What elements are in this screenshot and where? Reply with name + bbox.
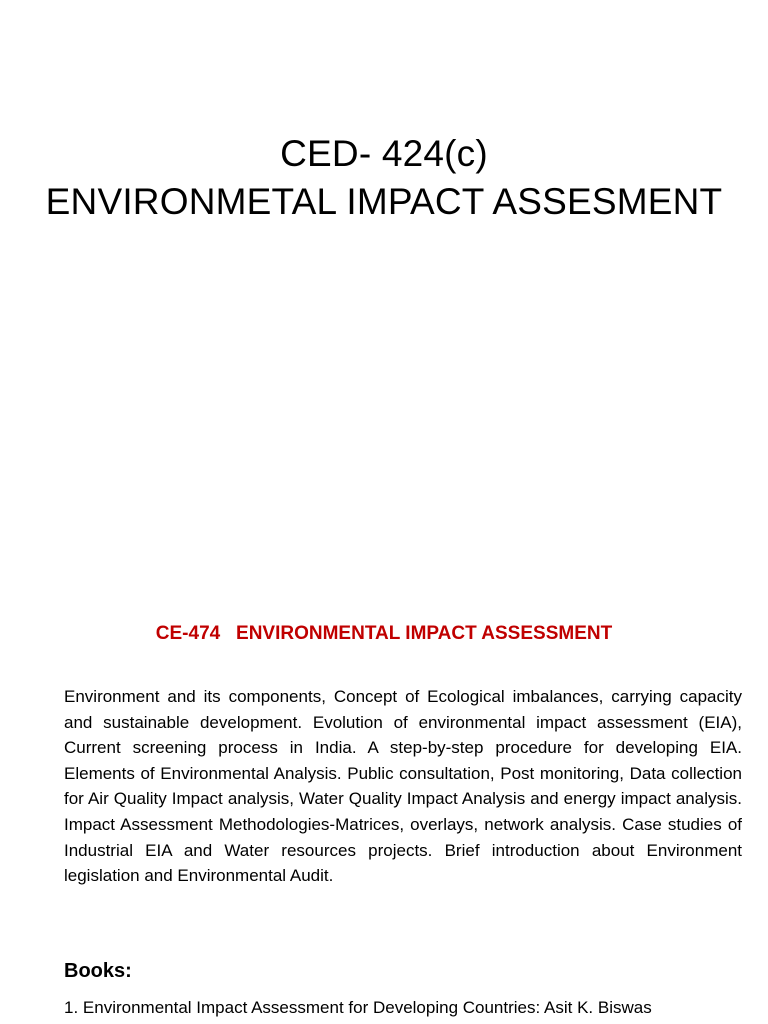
book-item: 1. Environmental Impact Assessment for Developing Countries: Asit K. Biswas [64,998,652,1017]
books-heading: Books: [64,960,132,982]
book-list [64,996,754,1020]
syllabus-paragraph: Environment and its components, Concept of Ecological imbalances, carrying capacity and sustainable development. Evolution of environmental impact assessment (EIA), Current screening process in India. A step-by-step procedure for developing EIA. Elements of Environmental Analysis. Public consultation, Post monitoring, Data collection for Air Quality Impact analysis, Water Quality Impact Analysis and energy impact analysis. Impact Assessment Methodologies-Matrices, overlays, network analysis. Case studies of Industrial EIA and Water resources projects. Brief introduction about Environment legislation and Environmental Audit. [64,687,742,886]
course-heading: CE-474 ENVIRONMENTAL IMPACT ASSESSMENT [155,623,613,644]
syllabus-slide [0,576,768,1024]
course-title: ENVIRONMETAL IMPACT ASSESMENT [45,181,723,222]
course-code: CED- 424(c) [280,133,488,174]
slide-title [0,130,768,226]
